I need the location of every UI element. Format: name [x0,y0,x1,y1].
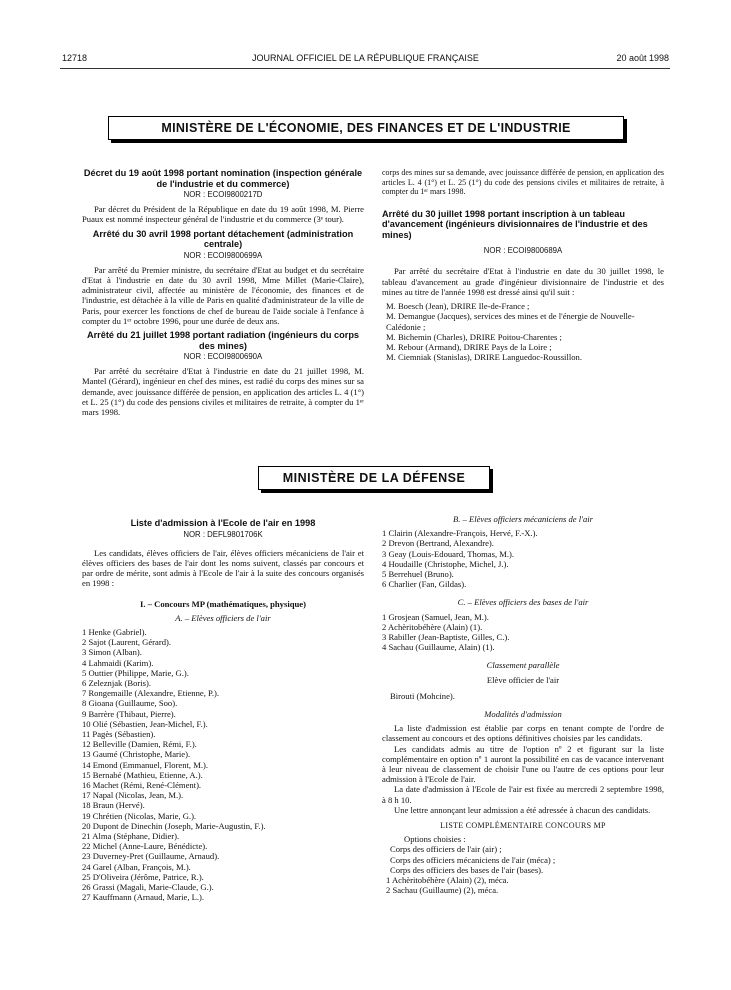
ministry-economie-heading: MINISTÈRE DE L'ÉCONOMIE, DES FINANCES ET DE L'INDUSTRIE [108,116,624,140]
list-item: 21 Alma (Stéphane, Didier). [82,830,180,841]
tableau-name-2: M. Demangue (Jacques), services des mines et de l'énergie de Nouvelle-Calédonie ; [386,311,635,332]
option-bases: Corps des officiers des bases de l'air (bases). [390,864,544,875]
list-item: 8 Gioana (Guillaume, Soo). [82,698,178,709]
list-item: 26 Grassi (Magali, Marie-Claude, G.). [82,882,214,892]
section-c-heading: C. – Elèves officiers des bases de l'air [457,597,589,608]
list-item: 25 D'Oliveira (Jérôme, Patrice, R.). [82,871,204,882]
list-officiers-bases [382,612,664,653]
ministry2-right-column [382,514,664,896]
list-item: 12 Belleville (Damien, Rémi, F.). [82,739,197,750]
tableau-name-3: M. Bichemin (Charles), DRIRE Poitou-Charentes ; [386,331,562,342]
arrete-radiation-nor: NOR : ECOI9800690A [183,352,263,362]
arrete-detachement-title: Arrêté du 30 avril 1998 portant détachement (administration centrale) [92,228,354,250]
list-item: 17 Napal (Nicolas, Jean, M.). [82,790,184,801]
list-item: 2 Sajot (Laurent, Gérard). [82,637,172,648]
tableau-name-5: M. Ciemniak (Stanislas), DRIRE Languedoc-Roussillon. [386,352,582,363]
classement-subtitle: Elève officier de l'air [486,674,560,685]
list-item: 5 Berrehuel (Bruno). [382,569,454,580]
list-item: 3 Simon (Alban). [82,647,142,658]
list-item: 3 Geay (Louis-Edouard, Thomas, M.). [382,548,515,559]
arrete-radiation-text: Par arrêté du secrétaire d'Etat à l'industrie en date du 21 juillet 1998, M. Mantel (Gérard), ingénieur en chef des mines, est radié du corps des mines sur sa demande, avec jouissance différée de pension, en application des articles L. 4 (1°) et L. 25 (1°) du code des pensions civiles et militaires de retraite, à compter du 1ᵉʳ mars 1998. [82,366,364,418]
list-item: 6 Charlier (Fan, Gildas). [382,579,467,590]
final-list-item-2: 2 Sachau (Guillaume) (2), méca. [386,885,499,896]
list-item: 20 Dupont de Dinechin (Joseph, Marie-Augustin, F.). [82,820,266,831]
list-item: 13 Gaumé (Christophe, Marie). [82,749,191,760]
option-meca: Corps des officiers mécaniciens de l'air (méca) ; [390,854,556,865]
arrete-radiation-continued: corps des mines sur sa demande, avec jouissance différée de pension, en application des articles L. 4 (1°) et L. 25 (1°) du code des pensions civiles et militaires de retraite, à compter du 1ᵉʳ mars 1998. [382,168,664,197]
arrete-detachement-text: Par arrêté du Premier ministre, du secrétaire d'Etat au budget et du secrétaire d'Etat à l'industrie en date du 30 avril 1998, Mme Millet (Marie-Claire), administrateur civil, affectée au ministère de l'économie, des finances et de l'industrie, est détachée à la ville de Paris en qualité d'administrateur de la ville de Paris, pour exercer les fonctions de chef de bureau de l'aide sociale à l'enfance à compter du 1ᵉʳ octobre 1996, pour une durée de deux ans. [82,264,364,326]
list-officiers-air [82,627,364,902]
ministry2-left-column [82,518,364,902]
issue-date: 20 août 1998 [616,53,669,63]
options-title: Options choisies : [404,834,466,845]
arrete-tableau-title: Arrêté du 30 juillet 1998 portant inscription à un tableau d'avancement (ingénieurs divisionnaires de l'industrie et des mines) [382,208,648,240]
ministry1-right-column [382,168,664,362]
list-item: 1 Clairin (Alexandre-François, Hervé, F.-X.). [382,528,538,539]
list-item: 4 Houdaille (Christophe, Michel, J.). [382,558,509,569]
journal-title: JOURNAL OFFICIEL DE LA RÉPUBLIQUE FRANÇAISE [252,53,479,63]
list-item: 24 Garel (Alban, François, M.). [82,861,191,872]
modalites-paragraph-1: La liste d'admission est établie par corps en tenant compte de l'ordre de classement au concours et des options définitives choisies par les candidats. [382,723,664,744]
list-item: 16 Machet (Rémi, René-Clément). [82,779,202,790]
list-item: 15 Bernabé (Mathieu, Etienne, A.). [82,769,203,780]
ministry-defense-heading: MINISTÈRE DE LA DÉFENSE [258,466,490,490]
list-officiers-mecaniciens [382,528,664,589]
list-item: 6 Zeleznjak (Boris). [82,677,151,688]
ministry1-left-column [82,168,364,418]
concours-mp-heading: I. – Concours MP (mathématiques, physique) [140,598,306,609]
decret-text: Par décret du Président de la République en date du 19 août 1998, M. Pierre Puaux est nommé inspecteur général de l'industrie et du commerce (3ᵉ tour). [82,204,364,225]
section-b-heading: B. – Elèves officiers mécaniciens de l'air [452,514,593,524]
list-item: 4 Lahmaidi (Karim). [82,657,154,668]
modalites-paragraph-4: Une lettre annonçant leur admission a été adressée à chacun des candidats. [394,804,651,815]
list-item: 7 Rongemaille (Alexandre, Etienne, P.). [82,688,219,699]
list-item: 14 Emond (Emmanuel, Florent, M.). [82,759,209,770]
modalites-title: Modalités d'admission [484,709,562,720]
list-item: 18 Braun (Hervé). [82,800,145,811]
liste-admission-intro: Les candidats, élèves officiers de l'air, élèves officiers mécaniciens de l'air et élèves officiers des bases de l'air dont les noms suivent, classés par concours et par ordre de mérite, sont admis à l'Ecole de l'air à la suite des concours organisés en 1998 : [82,547,364,589]
liste-admission-nor: NOR : DEFL9801706K [183,529,263,539]
modalites-paragraph-3: La date d'admission à l'Ecole de l'air est fixée au mercredi 2 septembre 1998, à 8 h 10. [382,784,664,805]
arrete-detachement-nor: NOR : ECOI9800699A [183,250,263,260]
decret-nor: NOR : ECOI9800217D [183,190,263,199]
list-item: 19 Chrétien (Nicolas, Marie, G.). [82,810,197,821]
list-item: 22 Michel (Anne-Laure, Bénédicte). [82,841,208,852]
list-item: 3 Rabiller (Jean-Baptiste, Gilles, C.). [382,632,510,643]
list-item: 2 Drevon (Bertrand, Alexandre). [382,538,494,549]
list-item: 2 Achèritobéhère (Alain) (1). [382,621,483,632]
list-item: 4 Sachau (Guillaume, Alain) (1). [382,642,495,653]
header-rule [60,68,670,69]
modalites-paragraph-2: Les candidats admis au titre de l'option nº 2 et figurant sur la liste complémentaire en option nº 1 auront la possibilité en cas de vacance intervenant à leur niveau de classement de choisir l'une ou l'autre de ces options pour leur admission à l'Ecole de l'air. [382,743,664,785]
final-list-item-1: 1 Achèritobéhère (Alain) (2), méca. [386,875,509,886]
liste-complementaire-title: LISTE COMPLÉMENTAIRE CONCOURS MP [440,821,606,831]
arrete-tableau-nor: NOR : ECOI9800689A [483,246,563,256]
list-item: 10 Olié (Sébastien, Jean-Michel, F.). [82,718,208,729]
page-number: 12718 [62,53,88,63]
liste-admission-title: Liste d'admission à l'Ecole de l'air en 1998 [130,518,316,528]
list-item: 5 Outtier (Philippe, Marie, G.). [82,667,189,678]
list-item: 23 Duverney-Pret (Guillaume, Arnaud). [82,851,220,862]
list-item: 1 Henke (Gabriel). [82,626,147,637]
classement-title: Classement parallèle [486,660,560,671]
list-item: 9 Barrère (Thibaut, Pierre). [82,708,176,719]
decret-title: Décret du 19 août 1998 portant nomination (inspection générale de l'industrie et du commerce) [83,168,363,189]
tableau-name-1: M. Boesch (Jean), DRIRE Ile-de-France ; [386,301,530,312]
list-item: 1 Grosjean (Samuel, Jean, M.). [382,611,489,622]
tableau-name-4: M. Rebour (Armand), DRIRE Pays de la Loire ; [386,341,552,352]
arrete-radiation-title: Arrêté du 21 juillet 1998 portant radiation (ingénieurs du corps des mines) [86,330,360,351]
option-air: Corps des officiers de l'air (air) ; [390,844,502,855]
list-item: 11 Pagès (Sébastien). [82,728,156,739]
list-item: 27 Kauffmann (Arnaud, Marie, L.). [82,892,205,903]
classement-name: Birouti (Mohcine). [390,690,455,701]
section-a-heading: A. – Elèves officiers de l'air [175,612,271,623]
arrete-tableau-text: Par arrêté du secrétaire d'Etat à l'industrie en date du 30 juillet 1998, le tableau d'avancement au grade d'ingénieur divisionnaire de l'industrie et des mines au titre de l'année 1998 est dressé ainsi qu'il suit : [382,266,664,297]
